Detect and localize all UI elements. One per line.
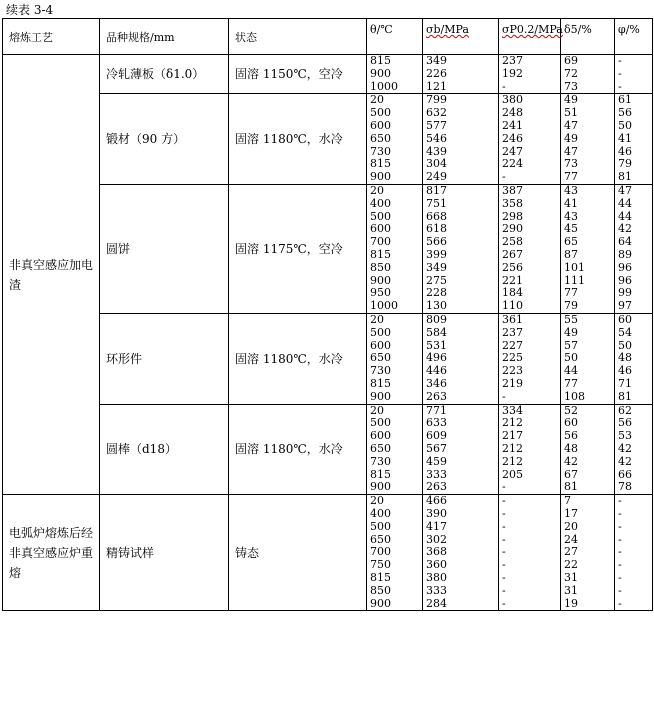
sigma-p-value: 110 [502, 299, 523, 313]
table-row [3, 55, 653, 94]
temperature-value: 500 [370, 325, 391, 339]
sigma-b-cell [423, 495, 499, 611]
temperature-value: 750 [370, 558, 391, 572]
sigma-b-value: 618 [426, 222, 447, 236]
phi-value: 42 [618, 454, 632, 468]
phi-value: - [618, 596, 622, 610]
sigma-b-value: 368 [426, 545, 447, 559]
delta-value: 45 [564, 222, 578, 236]
temperature-value: 1000 [370, 299, 398, 313]
sigma-p-value: 380 [502, 93, 523, 107]
phi-value: - [618, 519, 622, 533]
delta-value: 111 [564, 273, 585, 287]
phi-cell [615, 495, 653, 611]
delta-value: 42 [564, 454, 578, 468]
phi-value: 41 [618, 131, 632, 145]
sigma-p-value: 192 [502, 66, 523, 80]
phi-value: 96 [618, 260, 632, 274]
header-delta: δ5/% [561, 19, 615, 55]
header-temperature: θ/℃ [367, 19, 423, 55]
sigma-b-value: 121 [426, 79, 447, 93]
sigma-p-value: 246 [502, 131, 523, 145]
sigma-p-value: 241 [502, 118, 523, 132]
delta-value: 51 [564, 106, 578, 120]
phi-value: - [618, 54, 622, 67]
delta-value: 49 [564, 325, 578, 339]
sigma-p-value: 212 [502, 416, 523, 430]
sigma-b-value: 566 [426, 235, 447, 249]
delta-value: 87 [564, 247, 578, 261]
temperature-value: 20 [370, 183, 384, 197]
sigma-p-value: - [502, 570, 506, 584]
sigma-p-value: - [502, 596, 506, 610]
delta-value: 77 [564, 286, 578, 300]
phi-value: 81 [618, 170, 632, 184]
temperature-cell [367, 55, 423, 94]
sigma-b-cell [423, 94, 499, 185]
phi-value: - [618, 532, 622, 546]
sigma-b-value: 771 [426, 403, 447, 417]
sigma-b-value: 349 [426, 260, 447, 274]
sigma-b-value: 304 [426, 157, 447, 171]
sigma-b-value: 275 [426, 273, 447, 287]
sigma-p-value: 361 [502, 312, 523, 326]
temperature-value: 700 [370, 235, 391, 249]
sigma-b-cell [423, 404, 499, 495]
delta-value: 101 [564, 260, 585, 274]
sigma-b-value: 609 [426, 429, 447, 443]
phi-value: 66 [618, 467, 632, 481]
phi-value: 99 [618, 286, 632, 300]
sigma-p-value: 212 [502, 441, 523, 455]
delta-cell [561, 55, 615, 94]
delta-value: 17 [564, 506, 578, 520]
phi-value: 60 [618, 312, 632, 326]
sigma-p-value: 290 [502, 222, 523, 236]
state-cell: 固溶 1180℃，水冷 [229, 404, 367, 495]
sigma-b-value: 496 [426, 351, 447, 365]
sigma-p-value: 237 [502, 54, 523, 67]
sigma-b-value: 567 [426, 441, 447, 455]
sigma-b-value: 668 [426, 209, 447, 223]
temperature-value: 600 [370, 118, 391, 132]
phi-value: 56 [618, 106, 632, 120]
process-cell: 非真空感应加电渣 [3, 55, 100, 495]
delta-value: 50 [564, 351, 578, 365]
temperature-value: 815 [370, 157, 391, 171]
phi-value: - [618, 506, 622, 520]
sigma-p-value: 258 [502, 235, 523, 249]
sigma-p-value: - [502, 389, 506, 403]
sigma-p-cell [499, 313, 561, 404]
temperature-value: 20 [370, 93, 384, 107]
temperature-value: 400 [370, 196, 391, 210]
temperature-value: 650 [370, 351, 391, 365]
sigma-p-value: - [502, 532, 506, 546]
header-state: 状态 [229, 19, 367, 55]
temperature-cell [367, 94, 423, 185]
phi-value: - [618, 570, 622, 584]
sigma-p-value: - [502, 545, 506, 559]
phi-cell [615, 94, 653, 185]
sigma-p-value: 212 [502, 454, 523, 468]
table-row [3, 495, 653, 611]
product-cell: 精铸试样 [100, 495, 229, 611]
sigma-p-value: - [502, 170, 506, 184]
delta-value: 48 [564, 441, 578, 455]
sigma-b-value: 584 [426, 325, 447, 339]
sigma-p-value: - [502, 506, 506, 520]
delta-value: 31 [564, 570, 578, 584]
sigma-p-value: 205 [502, 467, 523, 481]
phi-value: 47 [618, 183, 632, 197]
temperature-cell [367, 495, 423, 611]
phi-value: - [618, 79, 622, 93]
phi-value: 56 [618, 416, 632, 430]
delta-cell [561, 313, 615, 404]
delta-cell [561, 94, 615, 185]
table-row [3, 94, 653, 185]
header-product: 品种规格/mm [100, 19, 229, 55]
temperature-value: 650 [370, 532, 391, 546]
sigma-b-cell [423, 55, 499, 94]
sigma-b-value: 817 [426, 183, 447, 197]
delta-value: 65 [564, 235, 578, 249]
sigma-b-value: 799 [426, 93, 447, 107]
delta-value: 72 [564, 66, 578, 80]
sigma-b-value: 249 [426, 170, 447, 184]
temperature-value: 730 [370, 144, 391, 158]
delta-value: 19 [564, 596, 578, 610]
phi-value: 48 [618, 351, 632, 365]
sigma-b-value: 380 [426, 570, 447, 584]
phi-value: 78 [618, 480, 632, 494]
temperature-value: 815 [370, 54, 391, 67]
phi-value: 62 [618, 403, 632, 417]
sigma-b-value: 417 [426, 519, 447, 533]
sigma-p-value: 247 [502, 144, 523, 158]
delta-value: 49 [564, 93, 578, 107]
delta-value: 24 [564, 532, 578, 546]
phi-value: 50 [618, 118, 632, 132]
phi-value: 46 [618, 144, 632, 158]
temperature-value: 20 [370, 494, 384, 508]
sigma-p-value: 387 [502, 183, 523, 197]
sigma-b-value: 333 [426, 583, 447, 597]
sigma-b-value: 284 [426, 596, 447, 610]
sigma-p-value: 221 [502, 273, 523, 287]
temperature-value: 730 [370, 454, 391, 468]
state-cell: 固溶 1180℃，水冷 [229, 94, 367, 185]
header-phi: φ/% [615, 19, 653, 55]
sigma-p-value: 298 [502, 209, 523, 223]
phi-value: - [618, 494, 622, 508]
header-sigma-p: σP0.2/MPa [499, 19, 561, 55]
sigma-p-value: - [502, 519, 506, 533]
temperature-value: 600 [370, 222, 391, 236]
product-cell: 冷轧薄板（δ1.0） [100, 55, 229, 94]
temperature-value: 815 [370, 467, 391, 481]
delta-value: 43 [564, 209, 578, 223]
delta-value: 77 [564, 170, 578, 184]
temperature-value: 730 [370, 364, 391, 378]
sigma-p-value: 237 [502, 325, 523, 339]
delta-value: 47 [564, 118, 578, 132]
product-cell: 圆饼 [100, 184, 229, 313]
temperature-value: 500 [370, 106, 391, 120]
temperature-value: 650 [370, 441, 391, 455]
sigma-b-value: 577 [426, 118, 447, 132]
sigma-b-value: 633 [426, 416, 447, 430]
product-cell: 环形件 [100, 313, 229, 404]
delta-value: 52 [564, 403, 578, 417]
table-caption: 续表 3-4 [6, 3, 54, 17]
delta-value: 49 [564, 131, 578, 145]
phi-value: 50 [618, 338, 632, 352]
phi-value: 89 [618, 247, 632, 261]
delta-value: 73 [564, 79, 578, 93]
delta-value: 41 [564, 196, 578, 210]
delta-value: 31 [564, 583, 578, 597]
temperature-value: 900 [370, 480, 391, 494]
temperature-value: 500 [370, 209, 391, 223]
phi-value: 44 [618, 196, 632, 210]
process-cell: 电弧炉熔炼后经非真空感应炉重熔 [3, 495, 100, 611]
header-row [3, 19, 653, 55]
state-cell: 固溶 1175℃，空冷 [229, 184, 367, 313]
table-row [3, 313, 653, 404]
temperature-value: 815 [370, 570, 391, 584]
temperature-value: 850 [370, 583, 391, 597]
temperature-value: 900 [370, 66, 391, 80]
sigma-b-value: 439 [426, 144, 447, 158]
delta-value: 69 [564, 54, 578, 67]
sigma-p-cell [499, 94, 561, 185]
sigma-b-value: 546 [426, 131, 447, 145]
sigma-p-cell [499, 404, 561, 495]
delta-value: 27 [564, 545, 578, 559]
phi-cell [615, 313, 653, 404]
sigma-p-value: - [502, 79, 506, 93]
sigma-b-value: 333 [426, 467, 447, 481]
delta-value: 44 [564, 364, 578, 378]
temperature-cell [367, 404, 423, 495]
temperature-value: 20 [370, 403, 384, 417]
sigma-b-value: 130 [426, 299, 447, 313]
sigma-p-value: - [502, 480, 506, 494]
temperature-cell [367, 184, 423, 313]
sigma-p-value: 256 [502, 260, 523, 274]
phi-value: - [618, 66, 622, 80]
delta-cell [561, 184, 615, 313]
temperature-cell [367, 313, 423, 404]
sigma-b-value: 809 [426, 312, 447, 326]
temperature-value: 1000 [370, 79, 398, 93]
temperature-value: 815 [370, 376, 391, 390]
delta-value: 56 [564, 429, 578, 443]
sigma-p-value: - [502, 583, 506, 597]
state-cell: 固溶 1150℃，空冷 [229, 55, 367, 94]
sigma-p-cell [499, 495, 561, 611]
sigma-b-value: 390 [426, 506, 447, 520]
delta-value: 81 [564, 480, 578, 494]
sigma-b-value: 349 [426, 54, 447, 67]
sigma-p-cell [499, 55, 561, 94]
header-sigma-b: σb/MPa [423, 19, 499, 55]
sigma-p-value: - [502, 558, 506, 572]
state-cell: 固溶 1180℃，水冷 [229, 313, 367, 404]
sigma-p-value: 334 [502, 403, 523, 417]
product-cell: 锻材（90 方） [100, 94, 229, 185]
delta-value: 108 [564, 389, 585, 403]
temperature-value: 900 [370, 596, 391, 610]
sigma-p-value: 224 [502, 157, 523, 171]
delta-value: 73 [564, 157, 578, 171]
phi-cell [615, 404, 653, 495]
sigma-b-value: 531 [426, 338, 447, 352]
phi-value: 96 [618, 273, 632, 287]
sigma-b-value: 446 [426, 364, 447, 378]
temperature-value: 500 [370, 416, 391, 430]
sigma-p-value: 248 [502, 106, 523, 120]
temperature-value: 500 [370, 519, 391, 533]
temperature-value: 20 [370, 312, 384, 326]
delta-value: 20 [564, 519, 578, 533]
delta-value: 67 [564, 467, 578, 481]
delta-cell [561, 495, 615, 611]
temperature-value: 600 [370, 338, 391, 352]
temperature-value: 700 [370, 545, 391, 559]
phi-value: 53 [618, 429, 632, 443]
phi-value: 61 [618, 93, 632, 107]
sigma-b-value: 399 [426, 247, 447, 261]
phi-value: 46 [618, 364, 632, 378]
sigma-b-value: 302 [426, 532, 447, 546]
temperature-value: 900 [370, 389, 391, 403]
table-row [3, 184, 653, 313]
delta-value: 57 [564, 338, 578, 352]
phi-value: 81 [618, 389, 632, 403]
sigma-b-value: 459 [426, 454, 447, 468]
phi-value: 97 [618, 299, 632, 313]
temperature-value: 900 [370, 170, 391, 184]
temperature-value: 950 [370, 286, 391, 300]
phi-value: 44 [618, 209, 632, 223]
phi-value: - [618, 583, 622, 597]
temperature-value: 900 [370, 273, 391, 287]
sigma-b-value: 263 [426, 389, 447, 403]
temperature-value: 850 [370, 260, 391, 274]
phi-cell [615, 55, 653, 94]
sigma-p-value: 267 [502, 247, 523, 261]
delta-value: 55 [564, 312, 578, 326]
sigma-p-value: 184 [502, 286, 523, 300]
sigma-b-value: 226 [426, 66, 447, 80]
sigma-b-value: 263 [426, 480, 447, 494]
delta-value: 47 [564, 144, 578, 158]
sigma-b-value: 751 [426, 196, 447, 210]
phi-value: 64 [618, 235, 632, 249]
delta-value: 43 [564, 183, 578, 197]
product-cell: 圆棒（d18） [100, 404, 229, 495]
delta-value: 79 [564, 299, 578, 313]
sigma-p-value: 225 [502, 351, 523, 365]
sigma-b-value: 346 [426, 376, 447, 390]
phi-value: 71 [618, 376, 632, 390]
sigma-b-cell [423, 184, 499, 313]
phi-value: 79 [618, 157, 632, 171]
temperature-value: 400 [370, 506, 391, 520]
sigma-p-value: 358 [502, 196, 523, 210]
sigma-b-value: 228 [426, 286, 447, 300]
sigma-p-cell [499, 184, 561, 313]
temperature-value: 650 [370, 131, 391, 145]
table-row [3, 404, 653, 495]
phi-value: - [618, 558, 622, 572]
delta-value: 77 [564, 376, 578, 390]
delta-cell [561, 404, 615, 495]
phi-cell [615, 184, 653, 313]
sigma-p-value: 223 [502, 364, 523, 378]
delta-value: 7 [564, 494, 571, 508]
sigma-b-value: 632 [426, 106, 447, 120]
phi-value: 42 [618, 441, 632, 455]
properties-table [2, 18, 653, 611]
sigma-p-value: 227 [502, 338, 523, 352]
sigma-b-cell [423, 313, 499, 404]
temperature-value: 815 [370, 247, 391, 261]
phi-value: 54 [618, 325, 632, 339]
sigma-b-value: 466 [426, 494, 447, 508]
sigma-p-value: - [502, 494, 506, 508]
header-process: 熔炼工艺 [3, 19, 100, 55]
phi-value: 42 [618, 222, 632, 236]
delta-value: 22 [564, 558, 578, 572]
temperature-value: 600 [370, 429, 391, 443]
sigma-p-value: 217 [502, 429, 523, 443]
sigma-b-value: 360 [426, 558, 447, 572]
sigma-p-value: 219 [502, 376, 523, 390]
phi-value: - [618, 545, 622, 559]
delta-value: 60 [564, 416, 578, 430]
state-cell: 铸态 [229, 495, 367, 611]
